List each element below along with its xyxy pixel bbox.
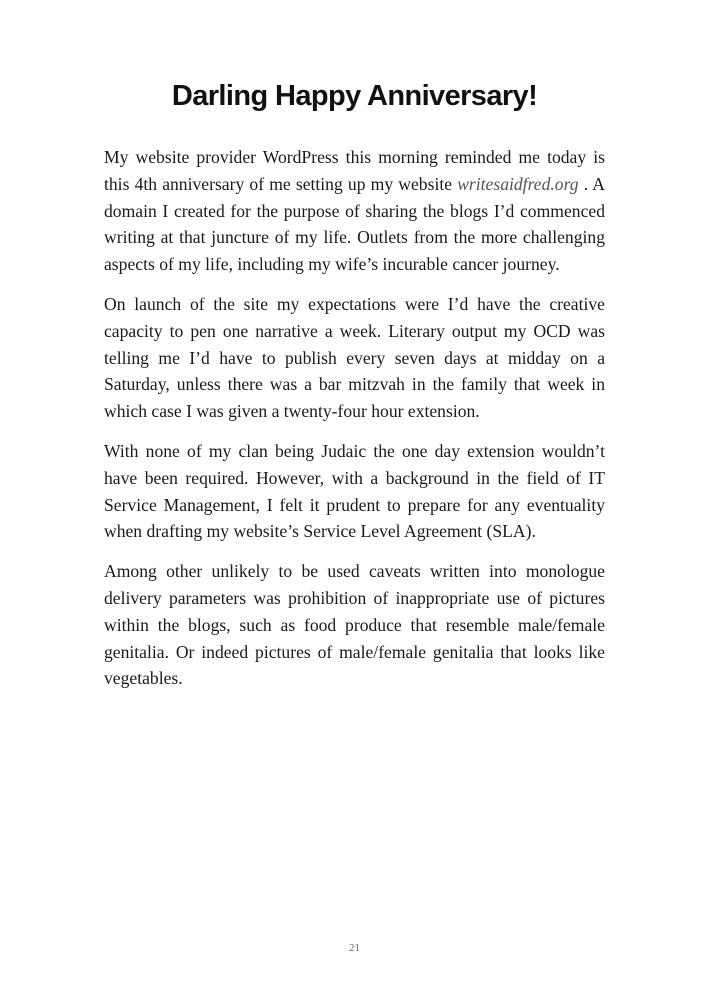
paragraph-1-intro: My website provider WordPress this morning reminded me today is this 4th anniversary of me setting up my website: [104, 147, 605, 194]
paragraph-2: On launch of the site my expectations were I’d have the creative capacity to pen one narrative a week. Literary output my OCD was telling me I’d have to publish every seven days at midday on a Saturday, unless there was a bar mitzvah in the family that week in which case I was given a twenty-four hour extension.: [104, 293, 605, 422]
paragraph-3: With none of my clan being Judaic the one day extension wouldn’t have been required. However, with a background in the field of IT Service Management, I felt it prudent to prepare for any eventuality when drafting my website’s Service Level Agreement (SLA).: [104, 440, 605, 542]
paragraph-4: Among other unlikely to be used caveats written into monologue delivery parameters was prohibition of inappropriate use of pictures within the blogs, such as food produce that resemble male/female genitalia. Or indeed pictures of male/female genitalia that looks like vegetables.: [104, 561, 605, 689]
website-link[interactable]: writesaidfred.org: [457, 173, 579, 194]
paragraph-1: [104, 144, 605, 278]
paragraph-1-rest: . A domain I created for the purpose of sharing the blogs I’d commenced writing at that juncture of my life. Outlets from the more challenging aspects of my life, including my wife’s incurable cancer journey.: [104, 173, 605, 275]
document-body: [104, 144, 605, 705]
page-title: Darling Happy Anniversary!: [171, 80, 538, 112]
page-number: 21: [349, 942, 360, 954]
